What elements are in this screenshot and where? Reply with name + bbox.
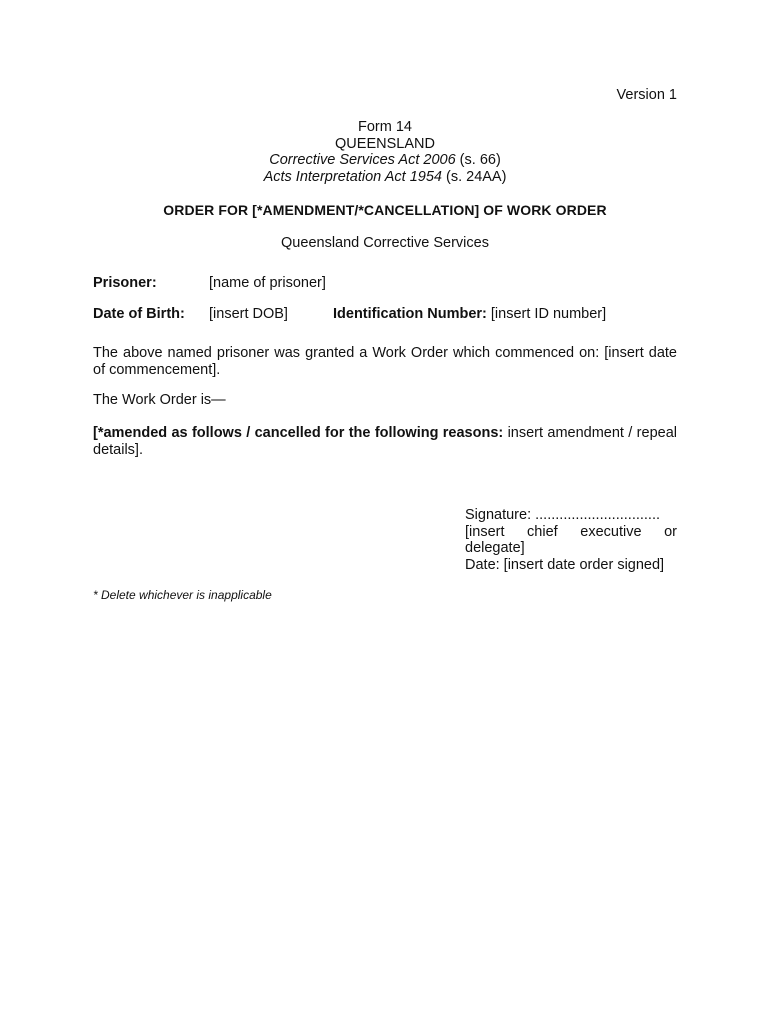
agency-name: Queensland Corrective Services [281,235,489,251]
id-number-label: Identification Number: [333,306,487,322]
prisoner-label: Prisoner: [93,275,157,291]
act2-section: (s. 24AA) [441,169,507,186]
form-number: Form 14 [358,119,412,135]
state-name: QUEENSLAND [335,135,435,152]
version-label: Version 1 [616,87,677,103]
dob-row [93,306,677,322]
signer-line: [insert chief executive or delegate] [465,523,677,557]
dob-value: [insert DOB] [209,306,288,322]
reasons-rest-text: insert amendment / repeal details]. [93,425,677,458]
signature-line: Signature: ............................... [465,507,661,523]
signature-block [465,507,677,574]
prisoner-value: [name of prisoner] [209,275,326,291]
act1-name: Corrective Services Act 2006 [269,152,456,169]
date-signed-line: Date: [insert date order signed] [465,557,665,574]
document-title: ORDER FOR [*AMENDMENT/*CANCELLATION] OF WORK ORDER [163,202,607,218]
document-page [93,0,677,1024]
reasons-paragraph [93,425,677,458]
footnote: * Delete whichever is inapplicable [93,588,272,602]
dob-label: Date of Birth: [93,306,185,322]
work-order-is-paragraph: The Work Order is— [93,392,226,408]
act-reference-2 [93,169,677,186]
prisoner-row [93,275,677,291]
id-number-value: [insert ID number] [486,306,607,322]
act1-section: (s. 66) [455,152,501,169]
form-header [93,119,677,186]
reasons-bold-text: [*amended as follows / cancelled for the following reasons: [93,425,504,441]
granted-paragraph: The above named prisoner was granted a Work Order which commenced on: [insert date of commencement]. [93,345,677,378]
act-reference-1 [93,152,677,169]
act2-name: Acts Interpretation Act 1954 [263,169,442,186]
